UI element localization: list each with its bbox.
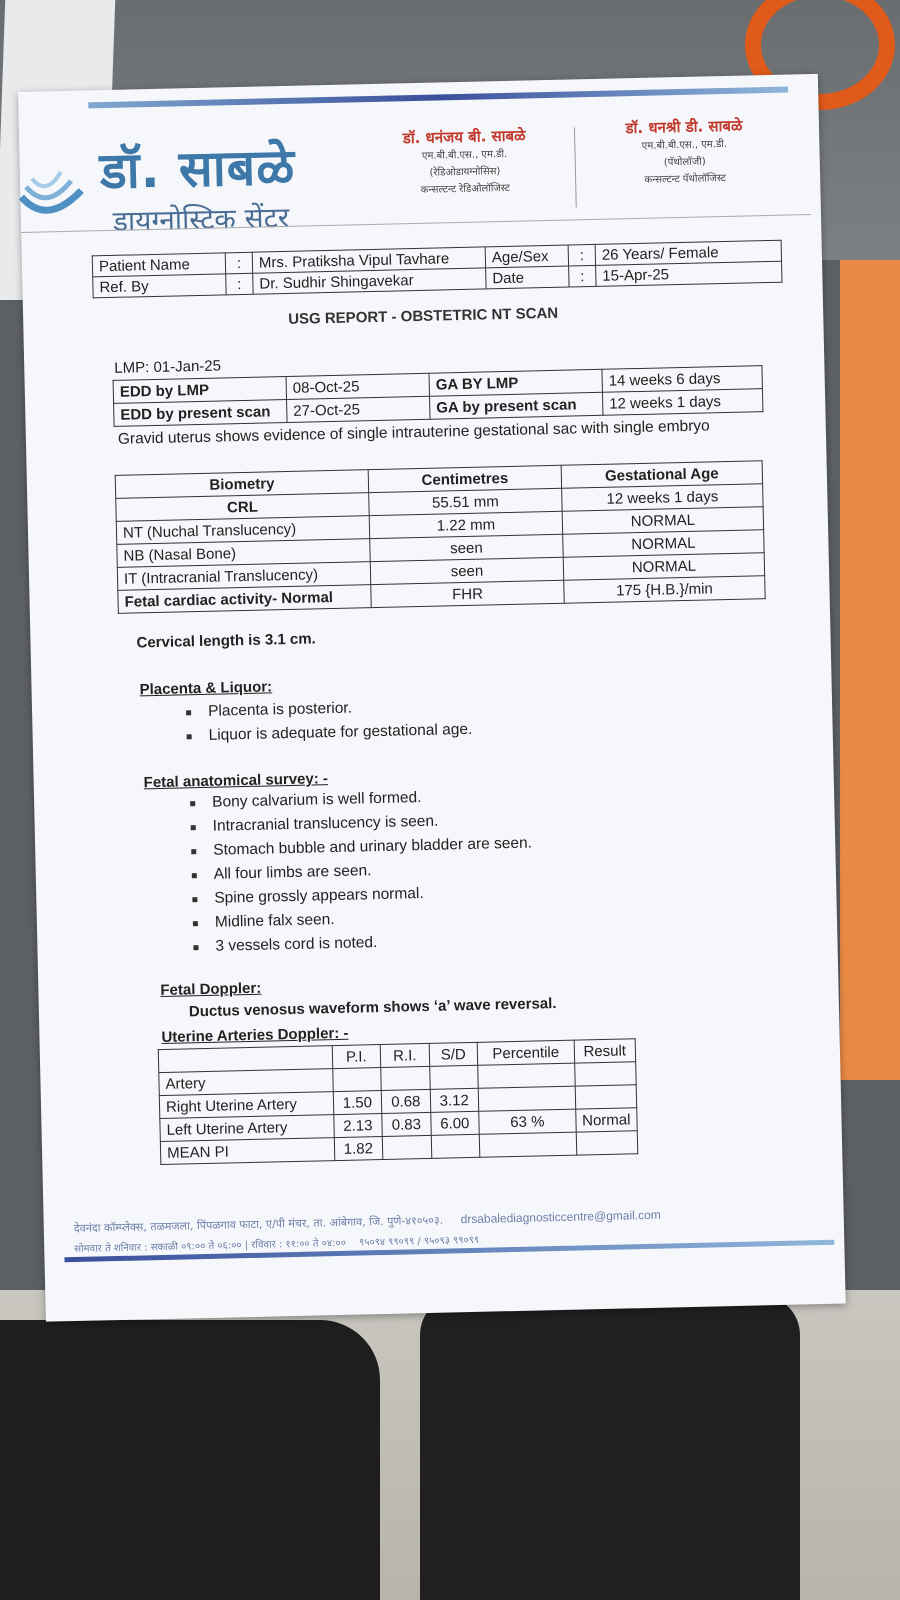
table-row: EDD by LMP 08-Oct-25 GA BY LMP 14 weeks 6 days [113, 366, 762, 404]
clinic-logo-icon [15, 155, 87, 227]
doctor-2-name: डॉ. धनश्री डी. साबळे [625, 116, 743, 138]
report-title: USG REPORT - OBSTETRIC NT SCAN [288, 304, 559, 328]
age-sex-value: 26 Years/ Female [595, 240, 781, 265]
footer-phones: ९५०९४ ९९०९९ / ९५०९३ ९९०९९ [358, 1234, 480, 1249]
doctor-1-name: डॉ. धनंजय बी. साबळे [402, 126, 526, 148]
clinic-subtitle: डायग्नोस्टिक सेंटर [112, 200, 290, 238]
table-header-row: Biometry Centimetres Gestational Age [115, 461, 762, 499]
cervical-length: Cervical length is 3.1 cm. [136, 630, 316, 652]
header-decor-bar [88, 87, 788, 109]
list-item: 3 vessels cord is noted. [199, 928, 534, 960]
table-row: Left Uterine Artery 2.13 0.83 6.00 63 % Normal [160, 1108, 637, 1142]
table-row: CRL 55.51 mm 12 weeks 1 days [116, 484, 763, 522]
anatomy-list [176, 784, 535, 960]
ref-by-value: Dr. Sudhir Shingavekar [253, 268, 486, 294]
list-item: Liquor is adequate for gestational age. [192, 718, 472, 748]
uterine-doppler-table [158, 1038, 639, 1165]
date-label: Date [486, 266, 569, 289]
table-header-row: P.I. R.I. S/D Percentile Result [158, 1039, 635, 1073]
report-paper [18, 74, 846, 1322]
table-row: IT (Intracranial Translucency) seen NORMAL [117, 553, 764, 591]
clinic-name: डॉ. साबळे [99, 137, 296, 201]
table-row: Ref. By : Dr. Sudhir Shingavekar Date : 15-Apr-25 [93, 261, 782, 298]
table-row: NT (Nuchal Translucency) 1.22 mm NORMAL [116, 507, 763, 545]
list-item: Bony calvarium is well formed. [196, 784, 531, 816]
ductus-venosus-finding: Ductus venosus waveform shows ‘a’ wave reversal. [188, 995, 557, 1021]
header-divider [574, 127, 577, 207]
list-item: Placenta is posterior. [192, 694, 472, 724]
background-orange-surface [840, 260, 900, 1080]
doctor-1-specialty: (रेडिओडायग्नोसिस) [429, 166, 501, 179]
person-leg-right [420, 1295, 800, 1600]
doctor-2-specialty: (पॅथोलॉजी) [663, 156, 706, 169]
table-row: Artery [159, 1062, 636, 1096]
list-item: All four limbs are seen. [198, 856, 533, 888]
table-row: Right Uterine Artery 1.50 0.68 3.12 [159, 1085, 636, 1119]
age-sex-label: Age/Sex [485, 245, 568, 268]
table-row: EDD by present scan 27-Oct-25 GA by present scan 12 weeks 1 days [114, 389, 763, 427]
lmp-line: LMP: 01-Jan-25 [114, 357, 222, 377]
doctor-2-title: कन्सल्टन्ट पॅथोलॉजिस्ट [644, 172, 726, 186]
gravid-uterus-finding: Gravid uterus shows evidence of single intrauterine gestational sac with single embryo [117, 417, 710, 448]
doppler-heading: Fetal Doppler: [160, 979, 262, 999]
person-leg-left [0, 1320, 380, 1600]
date-value: 15-Apr-25 [596, 261, 782, 286]
uterine-doppler-heading: Uterine Arteries Doppler: - [161, 1024, 349, 1046]
list-item: Spine grossly appears normal. [198, 880, 533, 912]
footer-email: drsabalediagnosticcentre@gmail.com [460, 1207, 661, 1227]
ref-by-label: Ref. By [93, 274, 226, 298]
anatomy-heading: Fetal anatomical survey: - [143, 770, 329, 792]
biometry-table [115, 460, 766, 614]
patient-info-table [92, 240, 783, 299]
placenta-list [172, 694, 473, 749]
footer-hours: सोमवार ते शनिवार : सकाळी ०९:०० ते ०६:०० | रविवार : ११:०० ते ०४:०० [74, 1237, 347, 1256]
footer-address: देवनंदा कॉम्प्लेक्स, तळमजला, पिंपळगाव फाटा, ए/पी मंचर, ता. आंबेगाव, जि. पुणे-४१०५०३. [73, 1213, 444, 1236]
list-item: Intracranial translucency is seen. [196, 808, 531, 840]
doctor-1-degree: एम.बी.बी.एस., एम.डी. [421, 148, 508, 162]
table-row: Patient Name : Mrs. Pratiksha Vipul Tavhare Age/Sex : 26 Years/ Female [92, 240, 781, 277]
doctor-2-degree: एम.बी.बी.एस., एम.डी. [641, 138, 728, 152]
list-item: Stomach bubble and urinary bladder are seen. [197, 832, 532, 864]
table-row: NB (Nasal Bone) seen NORMAL [117, 530, 764, 568]
placenta-heading: Placenta & Liquor: [139, 678, 273, 699]
table-row: Fetal cardiac activity- Normal FHR 175 {H.B.}/min [118, 576, 765, 614]
doctor-1-block [364, 125, 566, 201]
patient-name-value: Mrs. Pratiksha Vipul Tavhare [252, 247, 485, 273]
patient-name-label: Patient Name [92, 253, 225, 277]
doctor-1-title: कन्सल्टन्ट रेडिओलॉजिस्ट [420, 182, 510, 196]
list-item: Midline falx seen. [199, 904, 534, 936]
table-row: MEAN PI 1.82 [160, 1131, 637, 1165]
doctor-2-block [584, 115, 786, 191]
